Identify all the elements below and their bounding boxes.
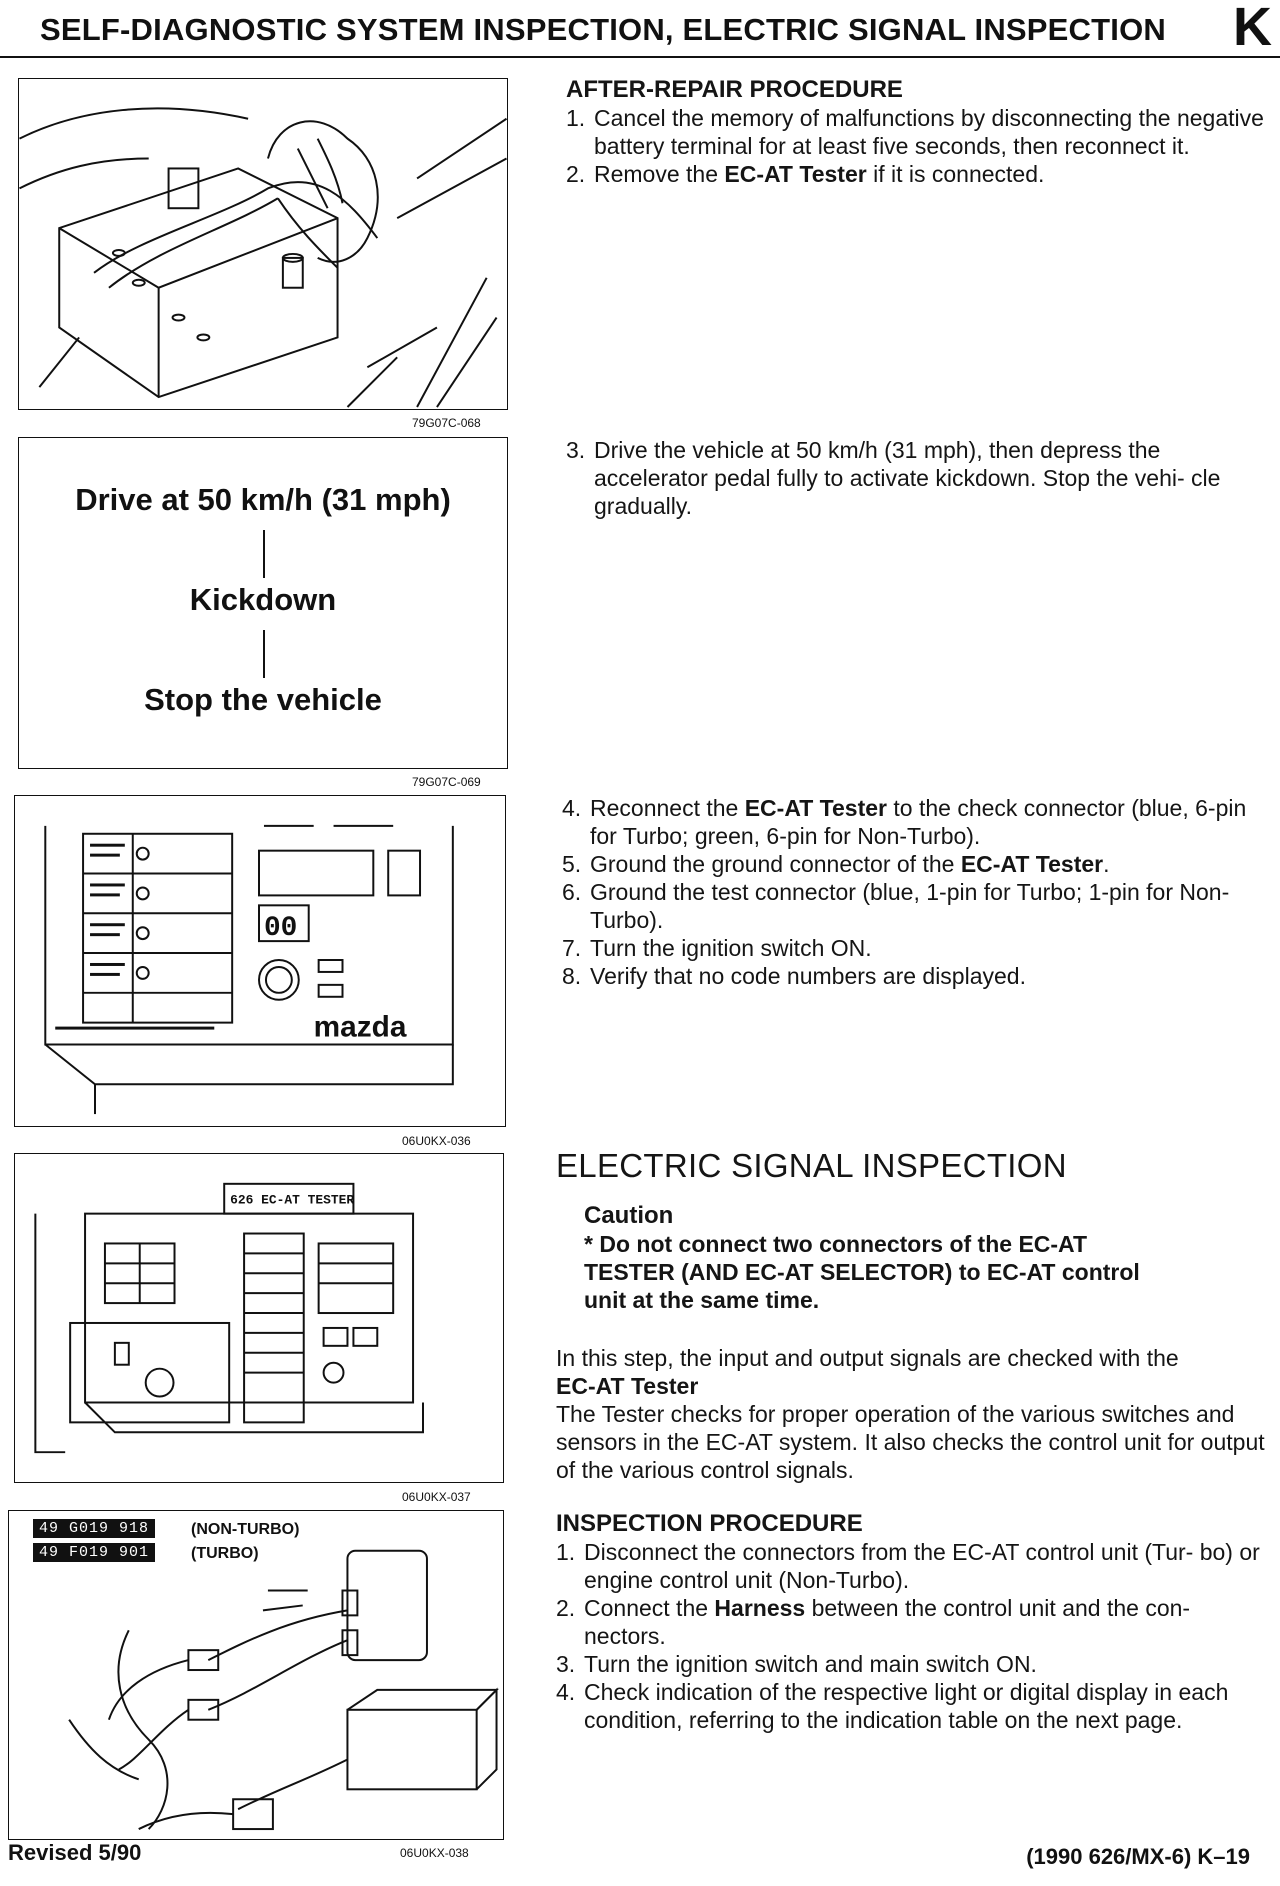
drive-step-section (566, 436, 1266, 520)
step-text: Reconnect the EC-AT Tester to the check connector (blue, 6-pin for Turbo; green, 6-pin for Non-Turbo). (590, 795, 1247, 849)
step-text: Verify that no code numbers are displayed. (590, 963, 1026, 989)
step-text: Ground the ground connector of the EC-AT Tester. (590, 851, 1110, 877)
battery-illustration (18, 78, 508, 410)
harness-illustration (8, 1510, 504, 1840)
tester-panel-drawing (15, 796, 505, 1126)
tester-title-label: 626 EC-AT TESTER (230, 1192, 355, 1208)
list-item (556, 1650, 1268, 1678)
step-number: 5. (562, 851, 582, 877)
flow-connector (263, 630, 265, 678)
inspection-procedure-heading: INSPECTION PROCEDURE (556, 1510, 863, 1537)
page-number: (1990 626/MX-6) K–19 (1026, 1844, 1250, 1869)
revision-note: Revised 5/90 (8, 1840, 142, 1865)
step-text: Drive the vehicle at 50 km/h (31 mph), then depress the accelerator pedal fully to activate kickdown. Stop the vehi- cle gradually. (594, 437, 1221, 519)
mazda-logo: mazda (313, 1010, 407, 1044)
step-number: 7. (562, 935, 582, 961)
part-note-non-turbo: (NON-TURBO) (191, 1521, 300, 1538)
electric-signal-heading: ELECTRIC SIGNAL INSPECTION (556, 1147, 1067, 1184)
flow-step-stop: Stop the vehicle (144, 682, 382, 717)
figure-code: 06U0KX-038 (400, 1846, 469, 1860)
list-item (562, 794, 1268, 850)
step-number: 1. (556, 1539, 576, 1565)
flow-step-kickdown: Kickdown (189, 582, 337, 617)
ecat-tester-drawing (15, 1154, 503, 1482)
section-letter: K (1233, 0, 1272, 57)
step-number: 4. (556, 1679, 576, 1705)
step-number: 3. (566, 437, 586, 463)
step-text: Turn the ignition switch and main switch ON. (584, 1651, 1037, 1677)
list-item (562, 850, 1268, 878)
page-header (0, 0, 1280, 58)
part-number-turbo: 49 F019 901 (33, 1543, 155, 1562)
list-item (566, 160, 1266, 188)
after-repair-heading: AFTER-REPAIR PROCEDURE (566, 76, 903, 103)
step-text: Remove the EC-AT Tester if it is connected. (594, 161, 1045, 187)
list-item (566, 104, 1266, 160)
figure-code: 79G07C-068 (412, 416, 481, 430)
list-item (566, 436, 1266, 520)
step-number: 6. (562, 879, 582, 905)
flow-step-drive: Drive at 50 km/h (31 mph) (75, 482, 451, 517)
step-number: 4. (562, 795, 582, 821)
battery-drawing (19, 79, 507, 409)
step-text: Ground the test connector (blue, 1-pin for Turbo; 1-pin for Non-Turbo). (590, 879, 1230, 933)
part-note-turbo: (TURBO) (191, 1545, 259, 1562)
intro-text: In this step, the input and output signals are checked with the (556, 1345, 1179, 1371)
list-item (556, 1538, 1268, 1594)
intro-text-2: The Tester checks for proper operation of the various switches and sensors in the EC-AT system. It also checks the control unit for output of the various control signals. (556, 1401, 1265, 1483)
list-item (556, 1594, 1268, 1650)
caution-text: * Do not connect two connectors of the EC-AT TESTER (AND EC-AT SELECTOR) to EC-AT control unit at the same time. (584, 1231, 1140, 1313)
flow-connector (263, 530, 265, 578)
list-item (562, 878, 1268, 934)
page-title: SELF-DIAGNOSTIC SYSTEM INSPECTION, ELECTRIC SIGNAL INSPECTION (40, 12, 1166, 47)
ecat-tester-illustration (14, 1153, 504, 1483)
reconnect-steps-section (562, 794, 1268, 990)
figure-code: 79G07C-069 (412, 775, 481, 789)
step-text: Cancel the memory of malfunctions by disconnecting the negative battery terminal for at least five seconds, then reconnect it. (594, 105, 1264, 159)
electric-signal-section (556, 1147, 1268, 1734)
caution-box (584, 1202, 1268, 1314)
step-text: Check indication of the respective light or digital display in each condition, referring to the indication table on the next page. (584, 1679, 1229, 1733)
list-item (562, 962, 1268, 990)
figure-code: 06U0KX-036 (402, 1134, 471, 1148)
after-repair-section (566, 76, 1266, 188)
intro-paragraph (556, 1344, 1268, 1484)
figure-code: 06U0KX-037 (402, 1490, 471, 1504)
step-number: 3. (556, 1651, 576, 1677)
list-item (556, 1678, 1268, 1734)
step-number: 2. (556, 1595, 576, 1621)
step-number: 2. (566, 161, 586, 187)
tester-panel-illustration (14, 795, 506, 1127)
step-text: Connect the Harness between the control unit and the con- nectors. (584, 1595, 1191, 1649)
step-text: Turn the ignition switch ON. (590, 935, 872, 961)
step-number: 1. (566, 105, 586, 131)
caution-label: Caution (584, 1202, 674, 1229)
step-number: 8. (562, 963, 582, 989)
drive-flowchart (18, 437, 508, 769)
list-item (562, 934, 1268, 962)
tester-display-value: 00 (263, 913, 298, 945)
step-text: Disconnect the connectors from the EC-AT control unit (Tur- bo) or engine control unit (Non-Turbo). (584, 1539, 1260, 1593)
intro-bold: EC-AT Tester (556, 1373, 699, 1399)
part-number-non-turbo: 49 G019 918 (33, 1519, 155, 1538)
